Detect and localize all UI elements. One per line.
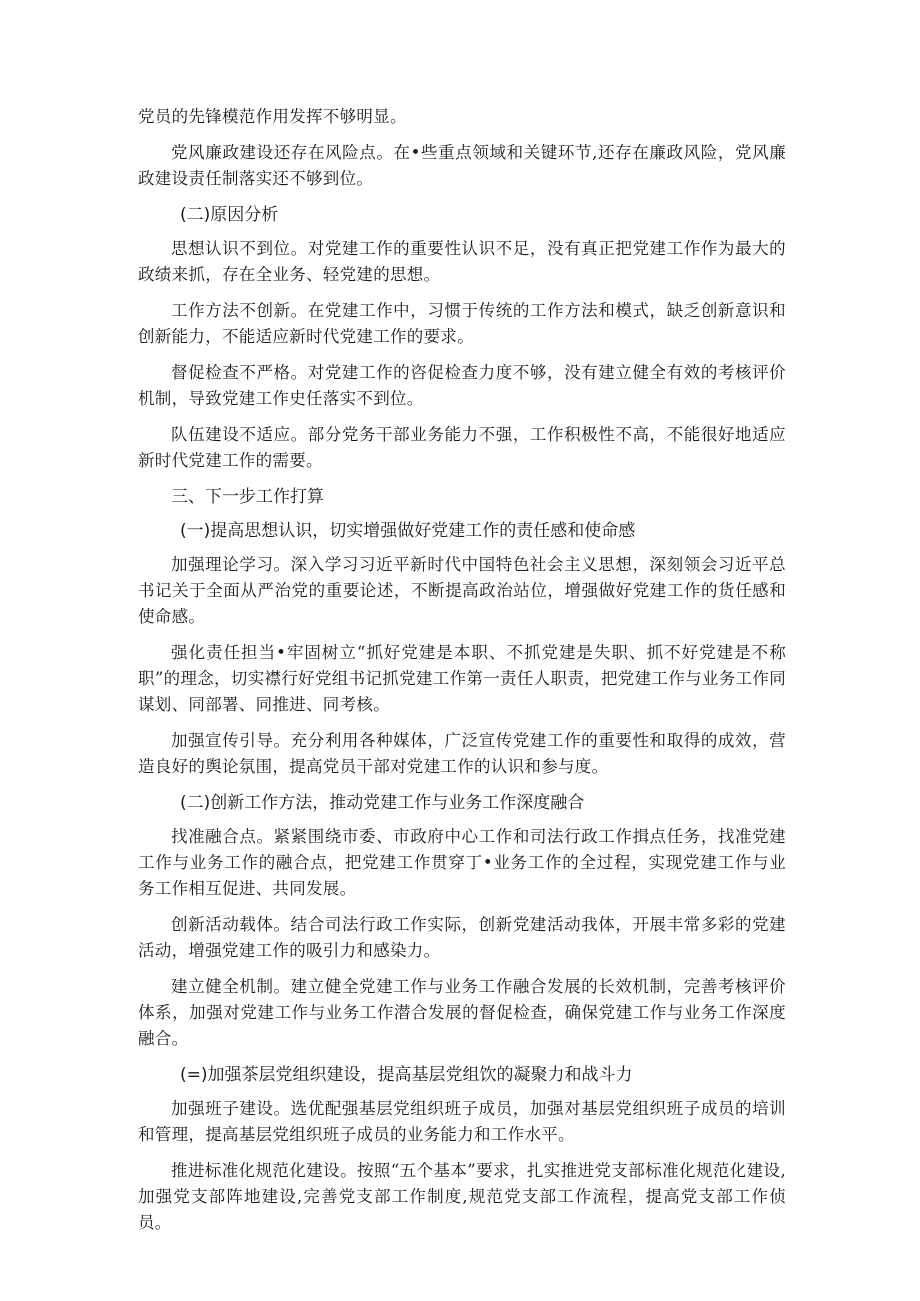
paragraph: 强化责任担当•牢固树立“抓好党建是本职、不抓党建是失职、抓不好党建是不称职”的理念，切实襟行好党组书记抓党建工作第一责任人职责，把党建工作与业务工作同谋划、同部署、同推进、同考核。 <box>138 643 786 714</box>
section-heading: (一)提高思想认识，切实增强做好党建工作的责任感和使命感 <box>180 521 636 541</box>
paragraph: 党员的先锋模范作用发挥不够明显。 <box>138 107 407 126</box>
paragraph: 工作方法不创新。在党建工作中，习惯于传统的工作方法和模式，缺乏创新意识和创新能力，不能适应新时代党建工作的要求。 <box>138 301 786 346</box>
paragraph: 思想认识不到位。对党建工作的重要性认识不足，没有真正把党建工作作为最大的政绩来抓，存在全业务、轻党建的思想。 <box>138 239 786 284</box>
section-heading: (=)加强茶层党组织建设，提高基层党组饮的凝聚力和战斗力 <box>180 1065 633 1085</box>
paragraph: 加强宣传引导。充分利用各种媒体，广泛宣传党建工作的重要性和取得的成效，营造良好的舆论氛围，提高党员干部对党建工作的认识和参与度。 <box>138 731 786 776</box>
paragraph: 队伍建设不适应。部分党务干部业务能力不强，工作积极性不高，不能很好地适应新时代党建工作的需要。 <box>138 425 786 470</box>
paragraph: 督促检查不严格。对党建工作的咨促检查力度不够，没有建立健全有效的考核评价机制，导致党建工作史任落实不到位。 <box>138 363 786 408</box>
chapter-heading: 三、下一步工作打算 <box>171 487 324 507</box>
paragraph: 加强班子建设。选优配强基层党组织班子成员，加强对基层党组织班子成员的培训和管理，提高基层党组织班子成员的业务能力和工作水平。 <box>138 1099 786 1144</box>
paragraph: 推进标准化规范化建设。按照“五个基本”要求，扎实推进党支部标准化规范化建设,加强党支部阵地建设,完善党支部工作制度,规范党支部工作流程，提高党支部工作侦员。 <box>138 1161 786 1232</box>
paragraph: 加强理论学习。深入学习习近平新时代中国特色社会主义思想，深刻领会习近平总书记关于全面从严治党的重要论述，不断提高政治站位，增强做好党建工作的货任感和使命感。 <box>138 555 786 626</box>
paragraph: 创新活动载体。结合司法行政工作实际，创新党建活动我体，开展丰常多彩的党建活动，增强党建工作的吸引力和感染力。 <box>138 915 786 960</box>
section-heading: (二)创新工作方法，推动党建工作与业务工作深度融合 <box>180 793 585 813</box>
paragraph: 建立健全机制。建立健全党建工作与业务工作融合发展的长效机制，完善考核评价体系，加强对党建工作与业务工作潜合发展的督促检查，确保党建工作与业务工作深度融合。 <box>138 977 786 1048</box>
paragraph: 党风廉政建设还存在风险点。在•些重点领域和关键环节,还存在廉政风险，党风廉政建设责任制落实还不够到位。 <box>138 143 786 188</box>
document-body <box>138 104 786 1246</box>
paragraph: 找准融合点。紧紧围绕市委、市政府中心工作和司法行政工作揖点任务，找准党建工作与业务工作的融合点，把党建工作贯穿丁•业务工作的全过程，实现党建工作与业务工作相互促进、共同发展。 <box>138 827 786 898</box>
section-heading: (二)原因分析 <box>180 205 279 225</box>
